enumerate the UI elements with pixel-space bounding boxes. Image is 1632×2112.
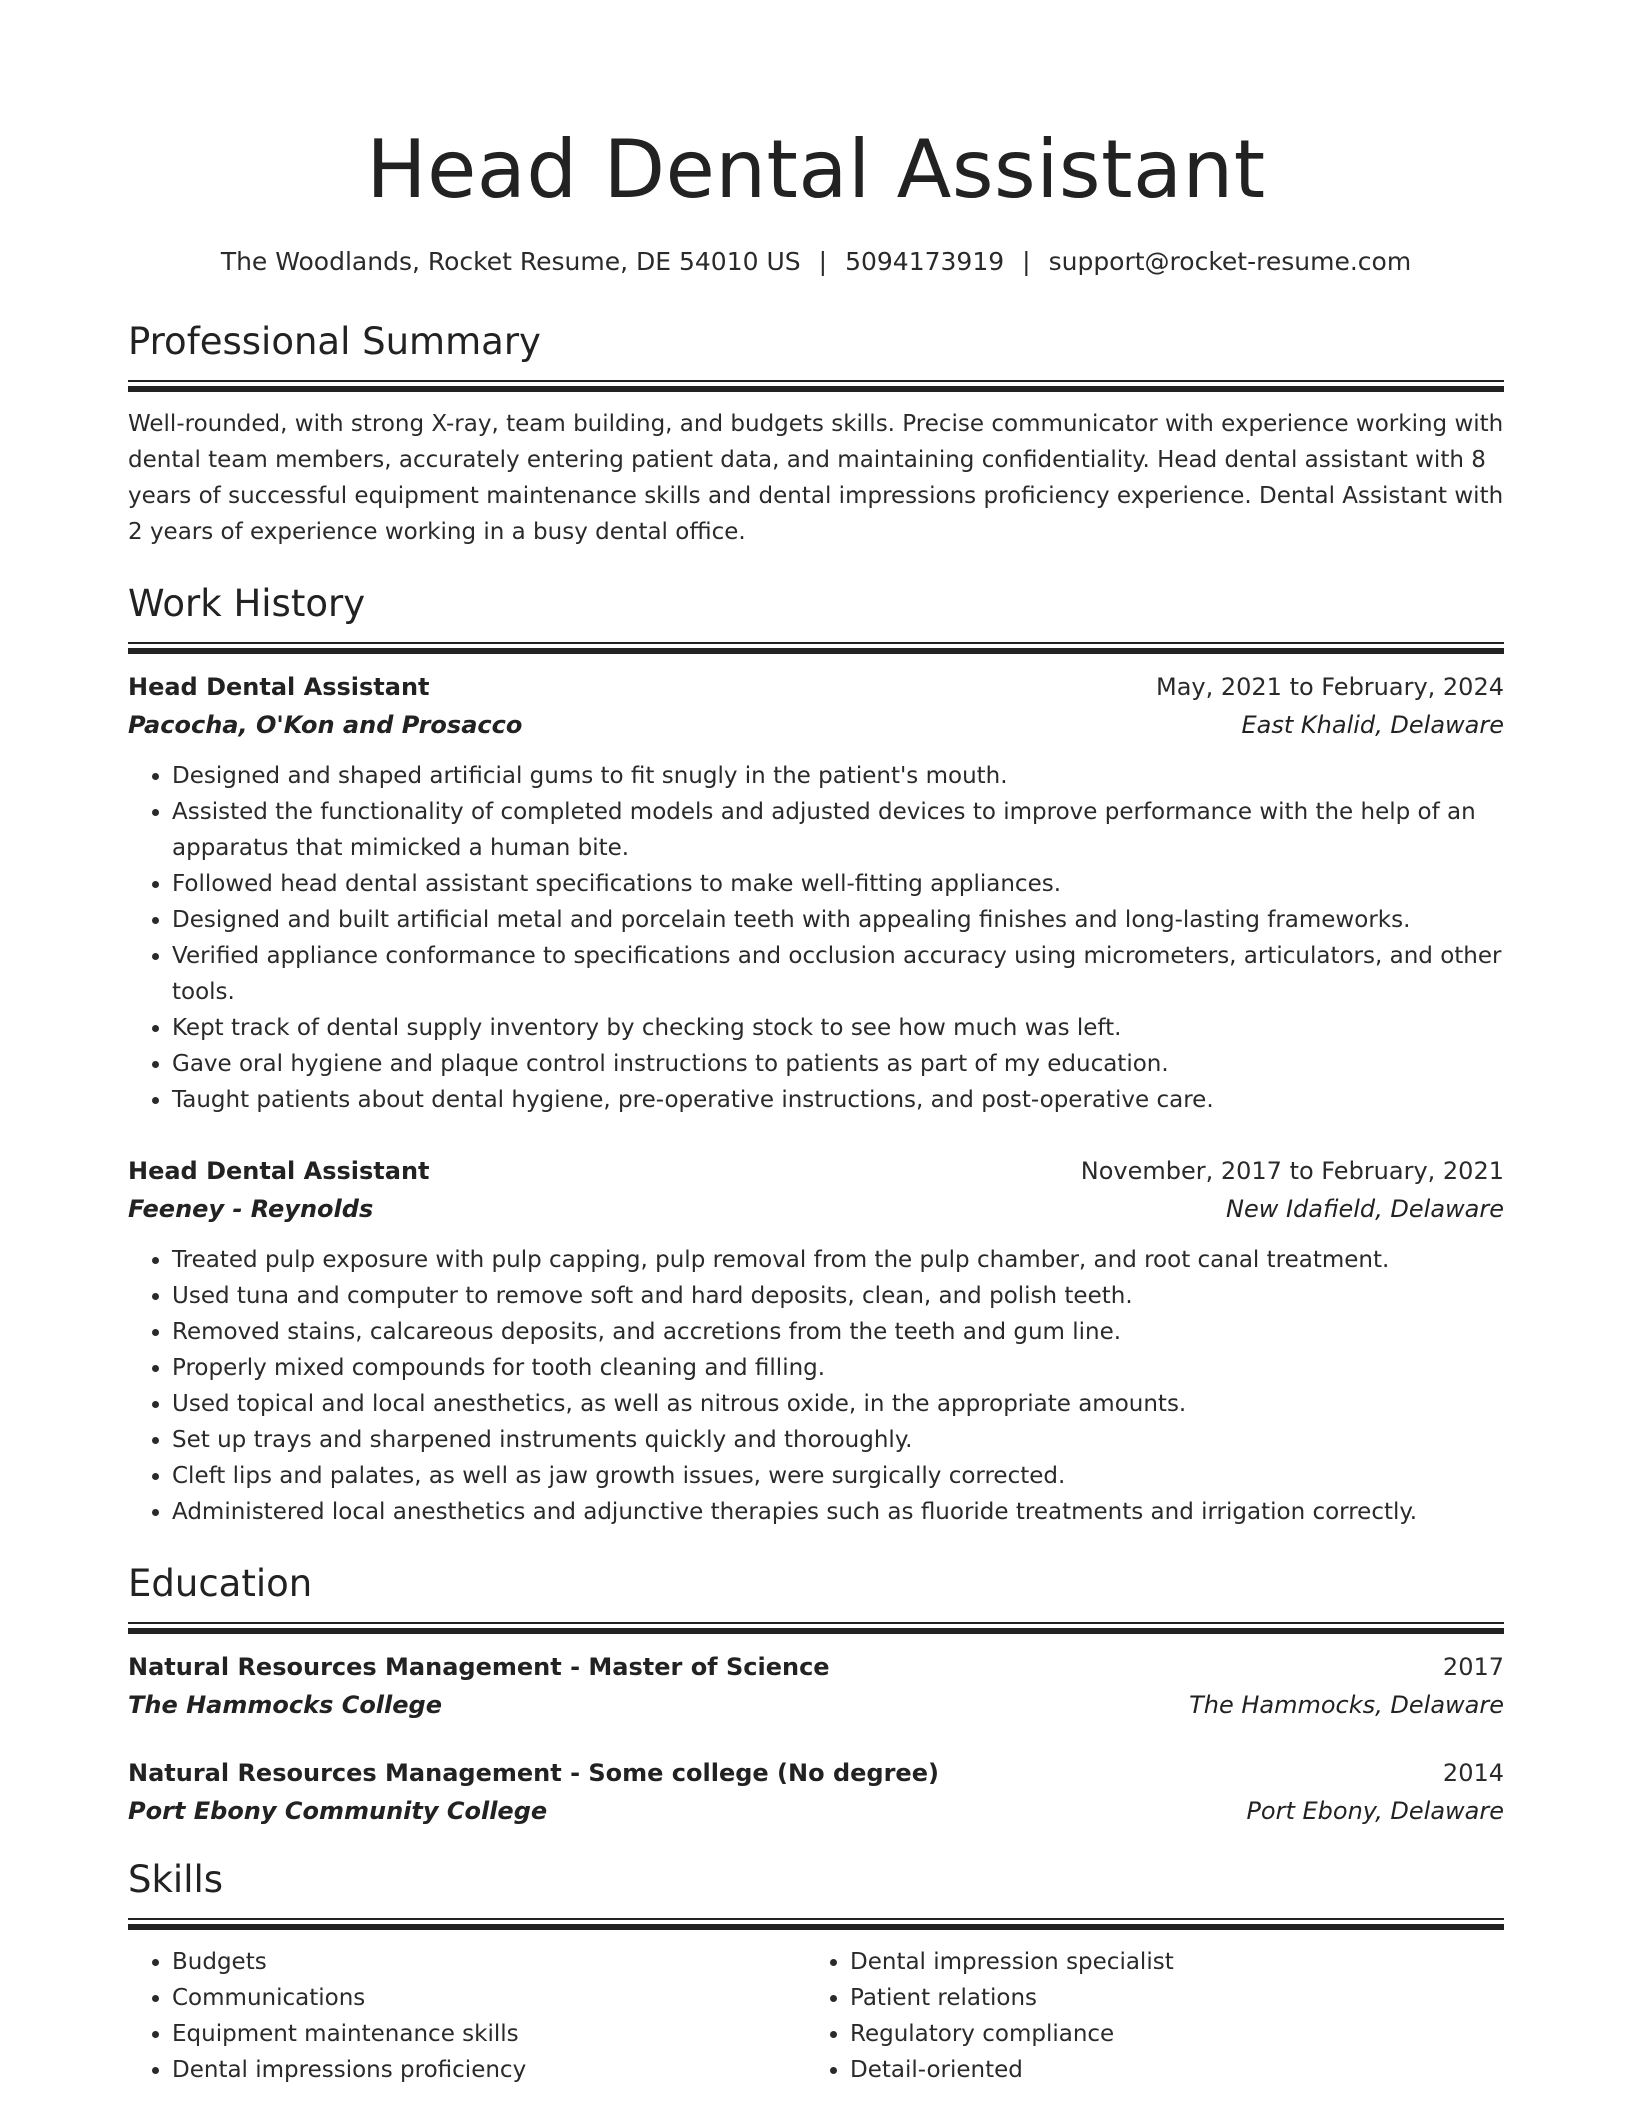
contact-separator: | <box>818 247 828 276</box>
list-item: • Assisted the functionality of completed models and adjusted devices to improve performance with the help of an apparatus that mimicked a human bite. <box>172 794 1504 866</box>
list-item: • Used topical and local anesthetics, as well as nitrous oxide, in the appropriate amounts. <box>172 1386 1504 1422</box>
job-location: New Idafield, Delaware <box>1225 1195 1504 1223</box>
job-dates: May, 2021 to February, 2024 <box>1156 673 1504 701</box>
section-divider <box>128 642 1504 654</box>
resume-name: Head Dental Assistant <box>366 123 1266 216</box>
list-item: • Set up trays and sharpened instruments quickly and thoroughly. <box>172 1422 1504 1458</box>
summary-text: Well-rounded, with strong X-ray, team building, and budgets skills. Precise communicator with experience working with dental team members, accurately entering patient data, and maintaining confidentiality. Head dental assistant with 8 years of successful equipment maintenance skills and dental impressions proficiency experience. Dental Assistant with 2 years of experience working in a busy dental office. <box>128 411 1504 545</box>
list-item: • Designed and built artificial metal and porcelain teeth with appealing finishes and long-lasting frameworks. <box>172 902 1504 938</box>
graduation-year: 2017 <box>1442 1653 1504 1681</box>
education-section <box>128 1560 1504 1830</box>
section-divider <box>128 1622 1504 1634</box>
contact-email: support@rocket-resume.com <box>1048 247 1412 276</box>
job-entry <box>128 668 1504 1118</box>
job-company: Pacocha, O'Kon and Prosacco <box>128 711 523 739</box>
work-history-section <box>128 580 1504 1530</box>
degree: Natural Resources Management - Some college (No degree) <box>128 1759 939 1787</box>
list-item: • Administered local anesthetics and adjunctive therapies such as fluoride treatments and irrigation correctly. <box>172 1494 1504 1530</box>
summary-section <box>128 318 1504 550</box>
skills-column-right <box>806 1944 1484 2088</box>
job-company: Feeney - Reynolds <box>128 1195 374 1223</box>
list-item: • Treated pulp exposure with pulp capping, pulp removal from the pulp chamber, and root canal treatment. <box>172 1242 1504 1278</box>
section-title: Professional Summary <box>128 320 541 363</box>
list-item: • Regulatory compliance <box>850 2016 1484 2052</box>
education-entry <box>128 1648 1504 1724</box>
list-item: • Gave oral hygiene and plaque control instructions to patients as part of my education. <box>172 1046 1504 1082</box>
school-location: The Hammocks, Delaware <box>1189 1691 1504 1719</box>
section-title: Work History <box>128 582 366 625</box>
job-dates: November, 2017 to February, 2021 <box>1080 1157 1504 1185</box>
job-title: Head Dental Assistant <box>128 1157 430 1185</box>
list-item: • Communications <box>172 1980 806 2016</box>
list-item: • Followed head dental assistant specifications to make well-fitting appliances. <box>172 866 1504 902</box>
list-item: • Verified appliance conformance to specifications and occlusion accuracy using micrometers, articulators, and other tools. <box>172 938 1504 1010</box>
job-entry <box>128 1152 1504 1530</box>
section-title: Skills <box>128 1858 224 1901</box>
resume-page <box>128 0 1504 2088</box>
contact-address: The Woodlands, Rocket Resume, DE 54010 US <box>220 247 801 276</box>
contact-phone: 5094173919 <box>845 247 1005 276</box>
job-location: East Khalid, Delaware <box>1241 711 1504 739</box>
section-title: Education <box>128 1562 313 1605</box>
list-item: • Used tuna and computer to remove soft and hard deposits, clean, and polish teeth. <box>172 1278 1504 1314</box>
degree: Natural Resources Management - Master of Science <box>128 1653 830 1681</box>
contact-line <box>128 246 1504 278</box>
list-item: • Budgets <box>172 1944 806 1980</box>
list-item: • Detail-oriented <box>850 2052 1484 2088</box>
section-divider <box>128 1918 1504 1930</box>
graduation-year: 2014 <box>1442 1759 1504 1787</box>
job-bullets <box>128 758 1504 1118</box>
education-entry <box>128 1754 1504 1830</box>
school-name: The Hammocks College <box>128 1691 442 1719</box>
list-item: • Dental impressions proficiency <box>172 2052 806 2088</box>
list-item: • Dental impression specialist <box>850 1944 1484 1980</box>
list-item: • Cleft lips and palates, as well as jaw growth issues, were surgically corrected. <box>172 1458 1504 1494</box>
list-item: • Equipment maintenance skills <box>172 2016 806 2052</box>
list-item: • Patient relations <box>850 1980 1484 2016</box>
list-item: • Taught patients about dental hygiene, pre-operative instructions, and post-operative care. <box>172 1082 1504 1118</box>
job-bullets <box>128 1242 1504 1530</box>
skills-section <box>128 1856 1504 2088</box>
skills-grid <box>128 1944 1504 2088</box>
school-location: Port Ebony, Delaware <box>1246 1797 1504 1825</box>
skills-column-left <box>128 1944 806 2088</box>
list-item: • Properly mixed compounds for tooth cleaning and filling. <box>172 1350 1504 1386</box>
contact-separator: | <box>1022 247 1031 276</box>
list-item: • Kept track of dental supply inventory by checking stock to see how much was left. <box>172 1010 1504 1046</box>
school-name: Port Ebony Community College <box>128 1797 548 1825</box>
list-item: • Removed stains, calcareous deposits, and accretions from the teeth and gum line. <box>172 1314 1504 1350</box>
job-title: Head Dental Assistant <box>128 673 430 701</box>
section-divider <box>128 380 1504 392</box>
list-item: • Designed and shaped artificial gums to fit snugly in the patient's mouth. <box>172 758 1504 794</box>
